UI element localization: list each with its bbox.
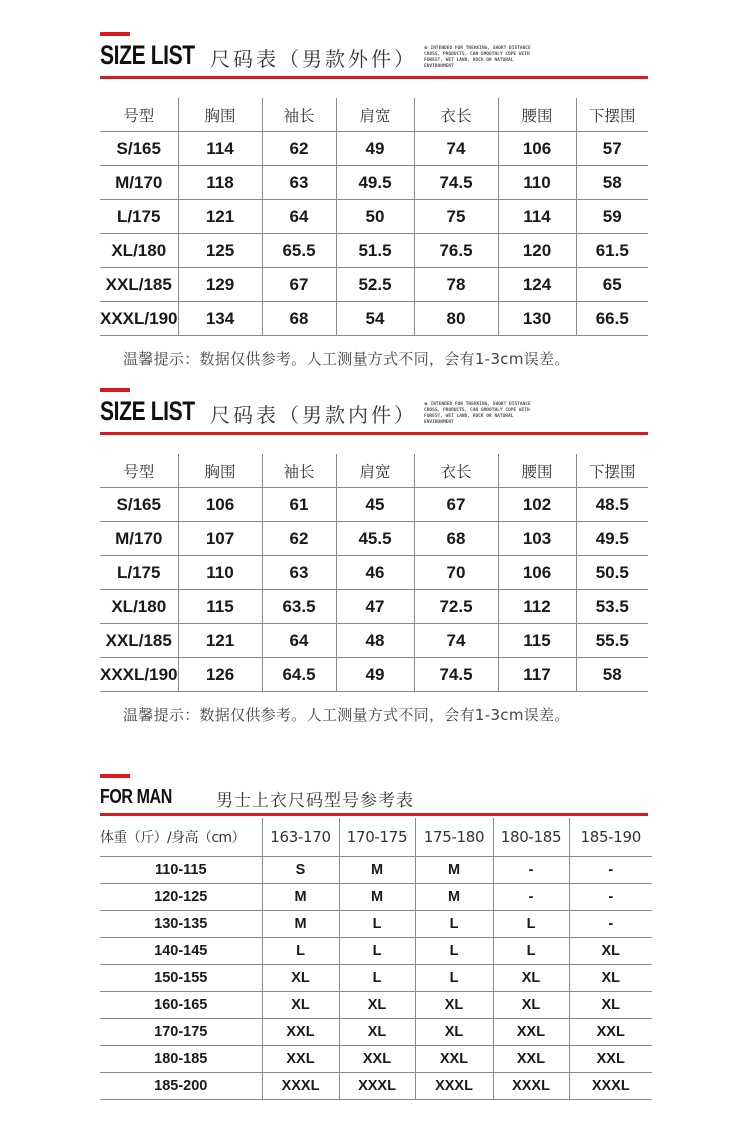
column-header: 胸围: [178, 98, 262, 132]
table-cell: 50.5: [576, 556, 648, 590]
table-cell: XXXL: [339, 1073, 415, 1100]
row-label-cell: M/170: [100, 166, 178, 200]
table-row: [100, 1073, 652, 1100]
row-label-cell: 120-125: [100, 884, 262, 911]
table-cell: 129: [178, 268, 262, 302]
column-header: 下摆围: [576, 454, 648, 488]
accent-bar: [100, 32, 130, 36]
outer-size-table: [100, 98, 648, 336]
column-header: 肩宽: [336, 454, 414, 488]
table-cell: 115: [178, 590, 262, 624]
table-row: [100, 590, 648, 624]
table-row: [100, 556, 648, 590]
table-cell: 45.5: [336, 522, 414, 556]
table-cell: L: [339, 938, 415, 965]
table-row: [100, 857, 652, 884]
table-cell: 68: [414, 522, 498, 556]
table-cell: 124: [498, 268, 576, 302]
row-label-cell: S/165: [100, 132, 178, 166]
table-cell: 50: [336, 200, 414, 234]
row-label-cell: XXXL/190: [100, 302, 178, 336]
table-cell: 63: [262, 556, 336, 590]
table-cell: 63.5: [262, 590, 336, 624]
table-cell: 112: [498, 590, 576, 624]
table-cell: 74.5: [414, 658, 498, 692]
column-header: 180-185: [493, 818, 569, 857]
table-row: [100, 234, 648, 268]
column-header: 175-180: [415, 818, 493, 857]
table-cell: 62: [262, 132, 336, 166]
row-label-cell: 150-155: [100, 965, 262, 992]
table-cell: 134: [178, 302, 262, 336]
column-header: 号型: [100, 454, 178, 488]
table-cell: 64: [262, 624, 336, 658]
table-cell: 121: [178, 200, 262, 234]
table-cell: XL: [415, 992, 493, 1019]
table-cell: 59: [576, 200, 648, 234]
table-row: [100, 488, 648, 522]
table-header-row: [100, 454, 648, 488]
table-cell: 75: [414, 200, 498, 234]
table-cell: 48: [336, 624, 414, 658]
table-cell: 47: [336, 590, 414, 624]
table-cell: 72.5: [414, 590, 498, 624]
section-divider: [100, 76, 648, 79]
section-divider: [100, 813, 648, 816]
row-label-cell: 185-200: [100, 1073, 262, 1100]
table-row: [100, 132, 648, 166]
table-cell: L: [493, 938, 569, 965]
table-row: [100, 1019, 652, 1046]
measurement-tip: 温馨提示：数据仅供参考。人工测量方式不同，会有1-3cm误差。: [123, 350, 570, 368]
table-row: [100, 911, 652, 938]
row-label-cell: XXXL/190: [100, 658, 178, 692]
table-row: [100, 268, 648, 302]
table-cell: XXL: [262, 1046, 339, 1073]
table-cell: L: [415, 938, 493, 965]
table-cell: 65: [576, 268, 648, 302]
table-row: [100, 658, 648, 692]
table-cell: L: [415, 911, 493, 938]
table-cell: -: [569, 857, 652, 884]
table-cell: -: [569, 884, 652, 911]
table-cell: 46: [336, 556, 414, 590]
table-cell: L: [339, 911, 415, 938]
row-label-cell: S/165: [100, 488, 178, 522]
table-cell: 121: [178, 624, 262, 658]
row-label-cell: 140-145: [100, 938, 262, 965]
table-cell: XXXL: [415, 1073, 493, 1100]
table-cell: XL: [339, 992, 415, 1019]
table-cell: 103: [498, 522, 576, 556]
table-cell: L: [262, 938, 339, 965]
table-cell: 74: [414, 132, 498, 166]
table-cell: 106: [498, 556, 576, 590]
table-cell: L: [493, 911, 569, 938]
table-cell: 125: [178, 234, 262, 268]
row-label-cell: 160-165: [100, 992, 262, 1019]
reference-table: [100, 818, 652, 1100]
table-cell: 62: [262, 522, 336, 556]
accent-bar: [100, 774, 130, 778]
table-cell: L: [415, 965, 493, 992]
row-label-cell: 130-135: [100, 911, 262, 938]
section-title-en: FOR MAN: [100, 786, 172, 808]
table-cell: S: [262, 857, 339, 884]
table-cell: 114: [178, 132, 262, 166]
table-cell: 74: [414, 624, 498, 658]
row-label-cell: 170-175: [100, 1019, 262, 1046]
table-row: [100, 302, 648, 336]
section-title-zh: 男士上衣尺码型号参考表: [216, 791, 414, 811]
table-cell: 49: [336, 132, 414, 166]
table-cell: 130: [498, 302, 576, 336]
row-label-cell: M/170: [100, 522, 178, 556]
table-cell: 106: [498, 132, 576, 166]
column-header: 体重（斤）/身高（cm）: [100, 818, 262, 857]
column-header: 衣长: [414, 454, 498, 488]
table-cell: 61.5: [576, 234, 648, 268]
table-cell: 114: [498, 200, 576, 234]
table-cell: 61: [262, 488, 336, 522]
section-title-en: SIZE LIST: [100, 396, 195, 426]
column-header: 170-175: [339, 818, 415, 857]
table-cell: M: [339, 857, 415, 884]
table-cell: 45: [336, 488, 414, 522]
row-label-cell: 180-185: [100, 1046, 262, 1073]
table-cell: 67: [414, 488, 498, 522]
table-cell: XXXL: [493, 1073, 569, 1100]
section-title-zh: 尺码表（男款外件）: [210, 47, 417, 71]
table-row: [100, 965, 652, 992]
table-cell: 58: [576, 658, 648, 692]
table-cell: 65.5: [262, 234, 336, 268]
table-cell: 80: [414, 302, 498, 336]
table-cell: 106: [178, 488, 262, 522]
table-row: [100, 166, 648, 200]
table-cell: 78: [414, 268, 498, 302]
table-cell: XXL: [339, 1046, 415, 1073]
table-cell: 70: [414, 556, 498, 590]
table-cell: M: [262, 911, 339, 938]
row-label-cell: XL/180: [100, 234, 178, 268]
table-row: [100, 522, 648, 556]
section-title-zh: 尺码表（男款内件）: [210, 403, 417, 427]
table-cell: -: [493, 884, 569, 911]
table-cell: 115: [498, 624, 576, 658]
table-cell: XL: [493, 965, 569, 992]
row-label-cell: XXL/185: [100, 624, 178, 658]
table-cell: 49: [336, 658, 414, 692]
table-cell: 53.5: [576, 590, 648, 624]
table-cell: M: [415, 884, 493, 911]
table-cell: 117: [498, 658, 576, 692]
table-cell: 48.5: [576, 488, 648, 522]
table-cell: XXXL: [569, 1073, 652, 1100]
table-cell: XL: [262, 965, 339, 992]
table-cell: 64.5: [262, 658, 336, 692]
column-header: 下摆围: [576, 98, 648, 132]
column-header: 185-190: [569, 818, 652, 857]
table-cell: XXL: [415, 1046, 493, 1073]
table-header-row: [100, 98, 648, 132]
table-cell: 126: [178, 658, 262, 692]
table-row: [100, 200, 648, 234]
table-cell: 49.5: [576, 522, 648, 556]
column-header: 腰围: [498, 454, 576, 488]
table-cell: 54: [336, 302, 414, 336]
table-cell: XL: [569, 992, 652, 1019]
table-cell: 118: [178, 166, 262, 200]
row-label-cell: XXL/185: [100, 268, 178, 302]
table-cell: M: [339, 884, 415, 911]
column-header: 163-170: [262, 818, 339, 857]
table-cell: XXL: [262, 1019, 339, 1046]
table-cell: XL: [339, 1019, 415, 1046]
fine-print: ※ INTENDED FOR TREKKING, SHORT DISTANCE CROSS, PRODUCTS, CAN SMOOTHLY COPE WITH FOREST, WET LAND, ROCK OR NATURAL ENVIRONMENT: [424, 402, 531, 425]
column-header: 袖长: [262, 454, 336, 488]
column-header: 袖长: [262, 98, 336, 132]
table-cell: 74.5: [414, 166, 498, 200]
row-label-cell: XL/180: [100, 590, 178, 624]
table-cell: 52.5: [336, 268, 414, 302]
table-row: [100, 884, 652, 911]
table-row: [100, 1046, 652, 1073]
table-cell: 76.5: [414, 234, 498, 268]
table-cell: 110: [498, 166, 576, 200]
table-cell: 107: [178, 522, 262, 556]
inner-size-table: [100, 454, 648, 692]
accent-bar: [100, 388, 130, 392]
table-cell: XXL: [569, 1046, 652, 1073]
table-row: [100, 992, 652, 1019]
column-header: 腰围: [498, 98, 576, 132]
section-divider: [100, 432, 648, 435]
measurement-tip: 温馨提示：数据仅供参考。人工测量方式不同，会有1-3cm误差。: [123, 706, 570, 724]
table-cell: XXXL: [262, 1073, 339, 1100]
table-cell: 110: [178, 556, 262, 590]
table-cell: 58: [576, 166, 648, 200]
table-cell: 63: [262, 166, 336, 200]
table-cell: XL: [415, 1019, 493, 1046]
table-cell: XXL: [493, 1019, 569, 1046]
table-cell: 68: [262, 302, 336, 336]
table-row: [100, 624, 648, 658]
table-cell: 49.5: [336, 166, 414, 200]
section-title-en: SIZE LIST: [100, 40, 195, 70]
table-cell: 55.5: [576, 624, 648, 658]
column-header: 号型: [100, 98, 178, 132]
fine-print: ※ INTENDED FOR TREKKING, SHORT DISTANCE CROSS, PRODUCTS, CAN SMOOTHLY COPE WITH FOREST, WET LAND, ROCK OR NATURAL ENVIRONMENT: [424, 46, 531, 69]
table-cell: L: [339, 965, 415, 992]
table-cell: 64: [262, 200, 336, 234]
table-cell: M: [262, 884, 339, 911]
table-cell: M: [415, 857, 493, 884]
table-cell: 57: [576, 132, 648, 166]
row-label-cell: L/175: [100, 200, 178, 234]
table-cell: XL: [569, 938, 652, 965]
column-header: 衣长: [414, 98, 498, 132]
table-cell: XL: [262, 992, 339, 1019]
table-cell: -: [493, 857, 569, 884]
table-cell: 67: [262, 268, 336, 302]
table-cell: XXL: [569, 1019, 652, 1046]
table-cell: -: [569, 911, 652, 938]
table-row: [100, 938, 652, 965]
table-cell: XXL: [493, 1046, 569, 1073]
table-cell: 51.5: [336, 234, 414, 268]
row-label-cell: 110-115: [100, 857, 262, 884]
table-cell: 102: [498, 488, 576, 522]
row-label-cell: L/175: [100, 556, 178, 590]
table-cell: 66.5: [576, 302, 648, 336]
table-cell: XL: [493, 992, 569, 1019]
table-header-row: [100, 818, 652, 857]
column-header: 肩宽: [336, 98, 414, 132]
table-cell: 120: [498, 234, 576, 268]
table-cell: XL: [569, 965, 652, 992]
column-header: 胸围: [178, 454, 262, 488]
